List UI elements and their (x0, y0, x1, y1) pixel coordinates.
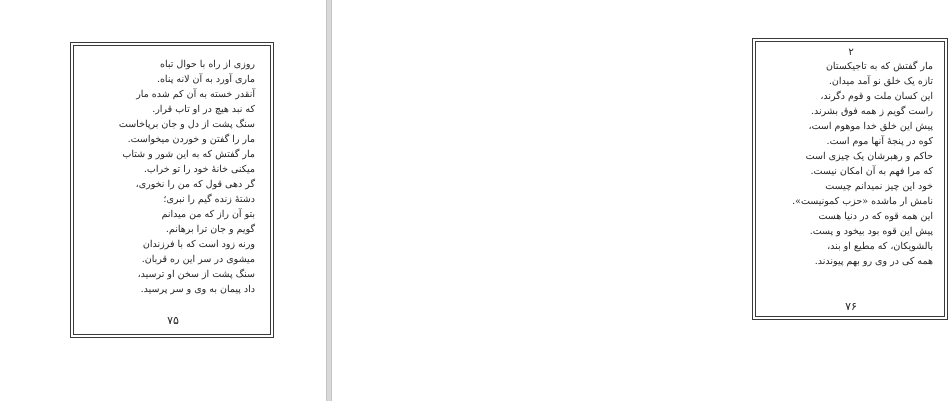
text-line: مار را گفتن و خوردن میخواست. (127, 134, 255, 145)
text-line: تازه یک خلق نو آمد میدان. (828, 76, 933, 87)
text-line: سنگ پشت از سخن او ترسید، (137, 269, 255, 280)
right-page (332, 0, 933, 401)
text-line: گر دهی قول که من را نخوری، (135, 179, 255, 190)
text-line: ورنه زود است که با فرزندان (142, 239, 255, 250)
text-line: دشتهٔ زنده گیم را نبری؛ (163, 194, 255, 205)
right-page-frame (752, 38, 948, 320)
text-line: بتو آن راز که من میدانم (161, 209, 255, 220)
text-line: حاکم و رهبرشان یک چیزی است (805, 151, 933, 162)
text-line: این کسان ملت و قوم دگرند، (820, 91, 933, 102)
left-page (0, 0, 326, 401)
text-line: روزی از راه با حوال تباه (160, 59, 255, 70)
text-line: پیش این قوه بود بیخود و پست. (809, 226, 933, 237)
right-page-text (765, 59, 933, 269)
left-page-frame (70, 42, 274, 338)
right-page-top-number: ۲ (848, 47, 854, 58)
text-line: راست گویم ز همه فوق بشرند. (810, 106, 933, 117)
text-line: بالشویکان، که مطیع او بند، (827, 241, 933, 252)
text-line: سنگ پشت از دل و جان برپاخاست (118, 119, 255, 130)
text-line: کوه در پنجهٔ آنها موم است. (826, 136, 933, 147)
text-line: این همه قوه که در دنیا هست (818, 211, 933, 222)
text-line: میکنی خانهٔ خود را تو خراب. (143, 164, 255, 175)
text-line: ماری آورد به آن لانه پناه. (156, 74, 255, 85)
text-line: داد پیمان به وی و سر پرسید. (140, 284, 255, 295)
text-line: نامش ار ماشده «حزب کمونیست». (792, 196, 933, 207)
text-line: مار گفتش که به تاجیکستان (825, 61, 933, 72)
text-line: مار گفتش که به این شور و شتاب (122, 149, 255, 160)
text-line: که نبد هیچ در او تاب قرار. (152, 104, 255, 115)
right-page-number: ۷۶ (845, 300, 857, 313)
text-line: میشوی در سر این ره قربان. (141, 254, 255, 265)
text-line: همه کی در وی رو بهم پیوندند. (814, 256, 933, 267)
text-line: خود این چیز نمیدانم چیست (825, 181, 933, 192)
left-page-text (83, 57, 255, 297)
left-page-number: ۷۵ (167, 314, 179, 327)
text-line: گویم و جان ترا برهانم. (165, 224, 255, 235)
text-line: آنقدر خسته به آن کم شده مار (136, 89, 255, 100)
text-line: که مرا فهم به آن امکان نیست. (810, 166, 933, 177)
text-line: پیش این خلق خدا موهوم است، (808, 121, 933, 132)
